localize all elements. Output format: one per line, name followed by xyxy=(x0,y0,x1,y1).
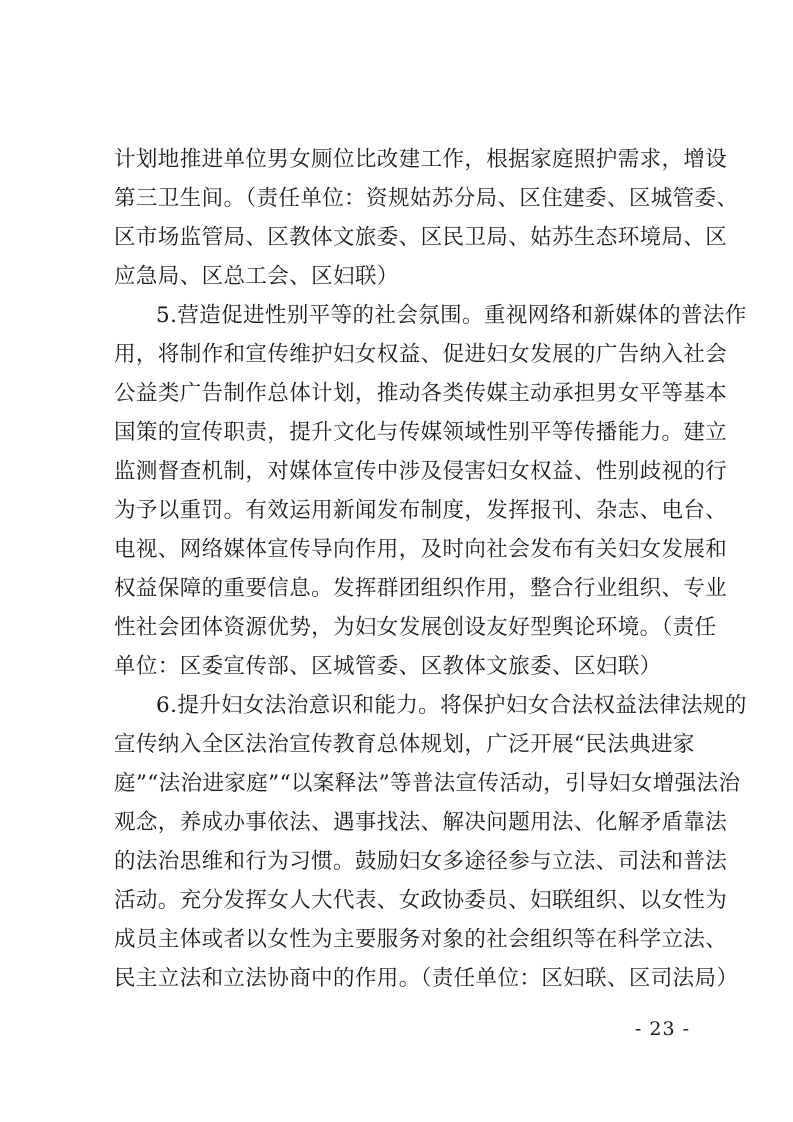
paragraph-3-line-7: 成员主体或者以女性为主要服务对象的社会组织等在科学立法、 xyxy=(114,927,728,952)
paragraph-2-line-2: 用，将制作和宣传维护妇女权益、促进妇女发展的广告纳入社会 xyxy=(114,342,728,367)
paragraph-2-line-3: 公益类广告制作总体计划，推动各类传媒主动承担男女平等基本 xyxy=(114,381,728,406)
paragraph-2-line-6: 为予以重罚。有效运用新闻发布制度，发挥报刊、杂志、电台、 xyxy=(114,498,728,523)
paragraph-3-line-6: 活动。充分发挥女人大代表、女政协委员、妇联组织、以女性为 xyxy=(114,888,728,913)
paragraph-3-line-2: 宣传纳入全区法治宣传教育总体规划，广泛开展“民法典进家 xyxy=(114,732,695,757)
paragraph-2-line-10: 单位：区委宣传部、区城管委、区教体文旅委、区妇联） xyxy=(114,654,662,679)
paragraph-2-line-4: 国策的宣传职责，提升文化与传媒领域性别平等传播能力。建立 xyxy=(114,420,728,445)
page-number: - 23 - xyxy=(634,1018,690,1040)
paragraph-3-line-3: 庭”“法治进家庭”“以案释法”等普法宣传活动，引导妇女增强法治 xyxy=(114,771,741,796)
paragraph-2-line-5: 监测督查机制，对媒体宣传中涉及侵害妇女权益、性别歧视的行 xyxy=(114,459,728,484)
paragraph-2-line-1: 5.营造促进性别平等的社会氛围。重视网络和新媒体的普法作 xyxy=(156,303,747,328)
paragraph-3-line-8: 民主立法和立法协商中的作用。（责任单位：区妇联、区司法局） xyxy=(114,966,739,991)
paragraph-1-line-4: 应急局、区总工会、区妇联） xyxy=(114,264,399,289)
paragraph-2-line-8: 权益保障的重要信息。发挥群团组织作用，整合行业组织、专业 xyxy=(114,576,728,601)
paragraph-1-line-1: 计划地推进单位男女厕位比改建工作，根据家庭照护需求，增设 xyxy=(114,147,728,172)
paragraph-2-line-7: 电视、网络媒体宣传导向作用，及时向社会发布有关妇女发展和 xyxy=(114,537,728,562)
paragraph-1-line-3: 区市场监管局、区教体文旅委、区民卫局、姑苏生态环境局、区 xyxy=(114,225,728,250)
paragraph-2-line-9: 性社会团体资源优势，为妇女发展创设友好型舆论环境。（责任 xyxy=(114,615,717,640)
paragraph-3-line-5: 的法治思维和行为习惯。鼓励妇女多途径参与立法、司法和普法 xyxy=(114,849,728,874)
paragraph-3-line-4: 观念，养成办事依法、遇事找法、解决问题用法、化解矛盾靠法 xyxy=(114,810,728,835)
paragraph-1-line-2: 第三卫生间。（责任单位：资规姑苏分局、区住建委、区城管委、 xyxy=(114,186,739,211)
paragraph-3-line-1: 6.提升妇女法治意识和能力。将保护妇女合法权益法律法规的 xyxy=(156,693,747,718)
